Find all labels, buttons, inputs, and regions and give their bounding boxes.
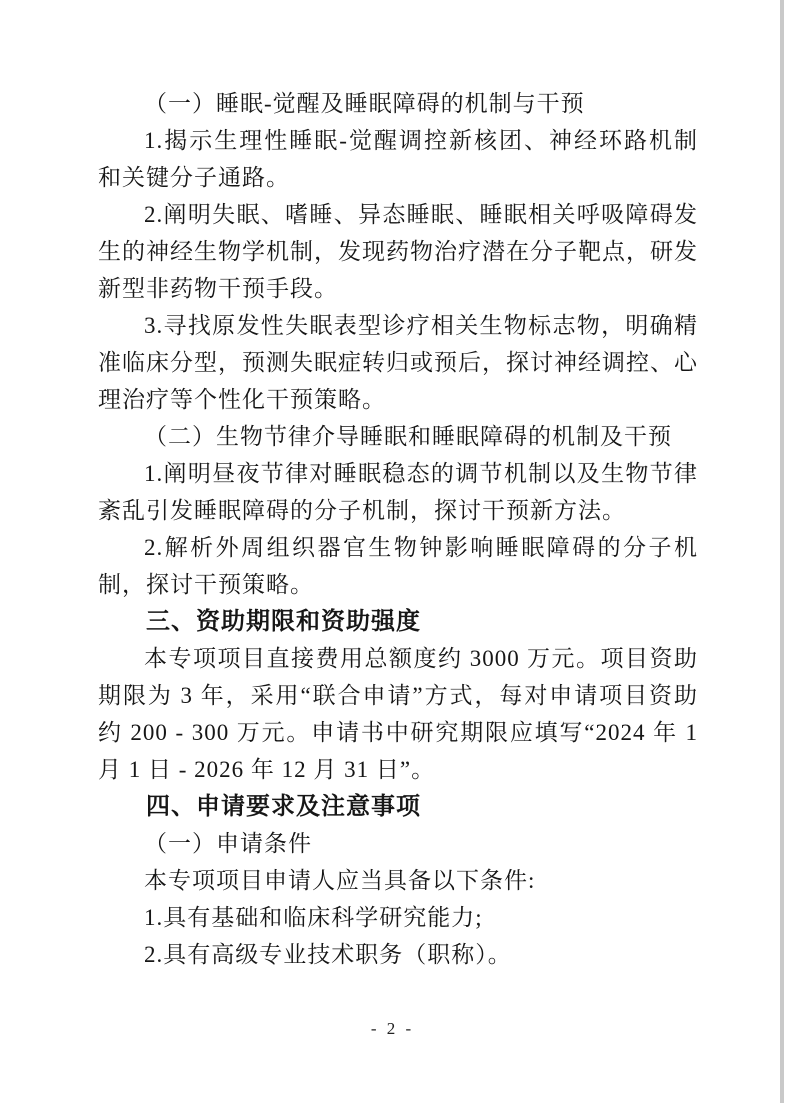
subsection-heading: （一）睡眠-觉醒及睡眠障碍的机制与干预	[144, 91, 585, 116]
body-paragraph: 1.揭示生理性睡眠-觉醒调控新核团、神经环路机制和关键分子通路。	[98, 128, 698, 190]
body-paragraph: 2.解析外周组织器官生物钟影响睡眠障碍的分子机制，探讨干预策略。	[98, 535, 698, 597]
page-number: - 2 -	[370, 1019, 415, 1038]
section-heading: 四、申请要求及注意事项	[146, 793, 421, 820]
page-edge-strip	[780, 0, 784, 1103]
body-paragraph: 1.阐明昼夜节律对睡眠稳态的调节机制以及生物节律紊乱引发睡眠障碍的分子机制，探讨干预新方法。	[98, 461, 698, 523]
body-paragraph: 1.具有基础和临床科学研究能力;	[144, 905, 483, 930]
body-paragraph: 3.寻找原发性失眠表型诊疗相关生物标志物，明确精准临床分型，预测失眠症转归或预后，探讨神经调控、心理治疗等个性化干预策略。	[98, 313, 698, 412]
body-paragraph: 2.阐明失眠、嗜睡、异态睡眠、睡眠相关呼吸障碍发生的神经生物学机制，发现药物治疗潜在分子靶点，研发新型非药物干预手段。	[98, 202, 698, 301]
document-body	[98, 85, 698, 973]
body-paragraph: 2.具有高级专业技术职务（职称）。	[144, 942, 512, 967]
subsection-heading: （二）生物节律介导睡眠和睡眠障碍的机制及干预	[144, 424, 672, 449]
body-paragraph: 本专项项目申请人应当具备以下条件:	[144, 868, 536, 893]
section-heading: 三、资助期限和资助强度	[146, 608, 421, 635]
body-paragraph: 本专项项目直接费用总额度约 3000 万元。项目资助期限为 3 年，采用“联合申请”方式，每对申请项目资助约 200 - 300 万元。申请书中研究期限应填写“2024 年 1 月 1 日 - 2026 年 12 月 31 日”。	[98, 646, 698, 782]
subsection-heading: （一）申请条件	[144, 831, 312, 856]
